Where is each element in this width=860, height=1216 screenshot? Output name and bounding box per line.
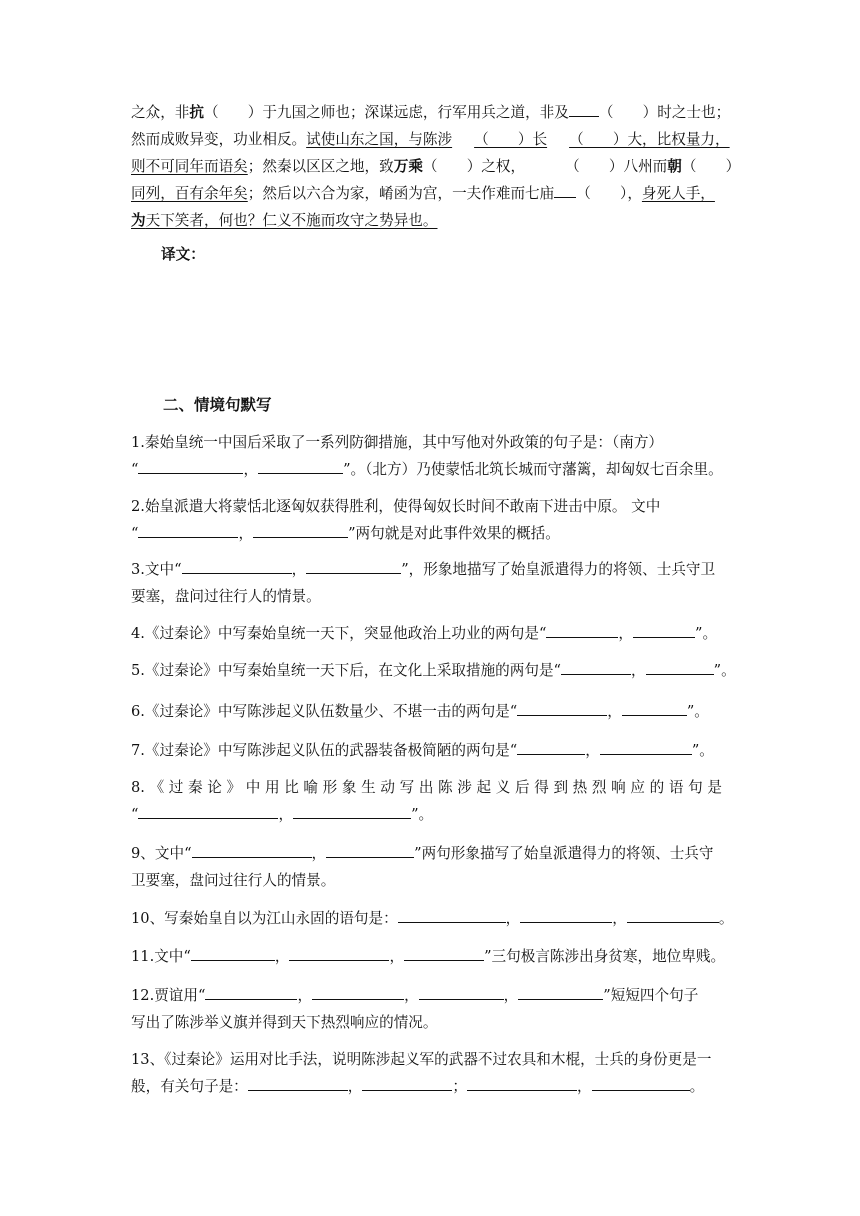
passage-line-3: 则不可同年而语矣；然秦以区区之地，致万乘（ ）之权， （ ）八州而朝（ ） bbox=[131, 158, 741, 175]
passage-line-5: 为天下笑者，何也？仁义不施而攻守之势异也。 bbox=[131, 212, 438, 229]
answer-blank[interactable] bbox=[258, 459, 343, 474]
question-4: 4.《过秦论》中写秦始皇统一天下，突显他政治上功业的两句是“ ， ”。 bbox=[131, 625, 718, 642]
answer-blank[interactable] bbox=[312, 985, 404, 1000]
answer-blank[interactable] bbox=[398, 908, 506, 923]
blank[interactable] bbox=[569, 102, 599, 117]
answer-blank[interactable] bbox=[546, 623, 618, 638]
answer-blank[interactable] bbox=[518, 985, 603, 1000]
translation-label: 译文： bbox=[161, 246, 205, 263]
answer-blank[interactable] bbox=[253, 523, 348, 538]
answer-blank[interactable] bbox=[326, 843, 414, 858]
question-2: 2.始皇派遣大将蒙恬北逐匈奴获得胜利，使得匈奴长时间不敢南下进击中原。 文中 “ ， ”两句就是对此事件效果的概括。 bbox=[131, 498, 661, 542]
question-3: 3.文中“ ， ”，形象地描写了始皇派遣得力的将领、士兵守卫 要塞，盘问过往行人的情景。 bbox=[131, 561, 716, 605]
section-title: 二、情境句默写 bbox=[163, 396, 272, 414]
passage-line-4: 同列，百有余年矣；然后以六合为家，崤函为宫，一夫作难而七庙 （ ），身死人手， bbox=[131, 185, 715, 202]
answer-blank[interactable] bbox=[293, 804, 411, 819]
question-1: 1.秦始皇统一中国后采取了一系列防御措施，其中写他对外政策的句子是：（南方） “ ， ”。（北方）乃使蒙恬北筑长城而守藩篱，却匈奴七百余里。 bbox=[131, 434, 723, 478]
answer-blank[interactable] bbox=[467, 1076, 577, 1091]
passage-line-1: 之众，非抗（ ）于九国之师也；深谋远虑，行军用兵之道，非及 （ ）时之士也； bbox=[131, 104, 731, 121]
answer-blank[interactable] bbox=[646, 660, 714, 675]
question-12: 12.贾谊用“ ， ， ， ”短短四个句子 写出了陈涉举义旗并得到天下热烈响应的情况。 bbox=[131, 987, 699, 1031]
answer-blank[interactable] bbox=[362, 1076, 452, 1091]
question-5: 5.《过秦论》中写秦始皇统一天下后，在文化上采取措施的两句是“ ， ”。 bbox=[131, 662, 736, 679]
answer-blank[interactable] bbox=[419, 985, 504, 1000]
answer-blank[interactable] bbox=[633, 623, 695, 638]
question-8: 8. 《 过 秦 论 》 中 用 比 喻 形 象 生 动 写 出 陈 涉 起 义 后 得 到 热 烈 响 应 的 语 句 是 “ ， ”。 bbox=[131, 779, 722, 823]
answer-blank[interactable] bbox=[627, 908, 719, 923]
answer-blank[interactable] bbox=[138, 804, 278, 819]
answer-blank[interactable] bbox=[182, 559, 292, 574]
answer-blank[interactable] bbox=[517, 740, 585, 755]
answer-blank[interactable] bbox=[622, 701, 687, 716]
answer-blank[interactable] bbox=[517, 701, 607, 716]
answer-blank[interactable] bbox=[520, 908, 612, 923]
question-10: 10、写秦始皇自以为江山永固的语句是： ， ， 。 bbox=[131, 910, 734, 927]
answer-blank[interactable] bbox=[561, 660, 631, 675]
answer-blank[interactable] bbox=[306, 559, 401, 574]
answer-blank[interactable] bbox=[600, 740, 692, 755]
question-9: 9、文中“ ， ”两句形象描写了始皇派遣得力的将领、士兵守 卫要塞，盘问过往行人的情景。 bbox=[131, 845, 714, 889]
answer-blank[interactable] bbox=[289, 946, 389, 961]
question-7: 7.《过秦论》中写陈涉起义队伍的武器装备极简陋的两句是“ ， ”。 bbox=[131, 742, 714, 759]
question-6: 6.《过秦论》中写陈涉起义队伍数量少、不堪一击的两句是“ ， ”。 bbox=[131, 703, 709, 720]
answer-blank[interactable] bbox=[248, 1076, 348, 1091]
answer-blank[interactable] bbox=[592, 1076, 690, 1091]
answer-blank[interactable] bbox=[192, 843, 312, 858]
passage-line-2: 然而成败异变，功业相反。试使山东之国，与陈涉 （ ）长 （ ）大，比权量力， bbox=[131, 131, 730, 148]
answer-blank[interactable] bbox=[404, 946, 484, 961]
answer-blank[interactable] bbox=[191, 946, 275, 961]
blank[interactable] bbox=[554, 183, 576, 198]
question-11: 11.文中“ ， ， ”三句极言陈涉出身贫寒，地位卑贱。 bbox=[131, 948, 726, 965]
answer-blank[interactable] bbox=[205, 985, 297, 1000]
question-13: 13、《过秦论》运用对比手法，说明陈涉起义军的武器不过农具和木棍，士兵的身份更是一 般，有关句子是： ， ； ， 。 bbox=[131, 1051, 712, 1095]
answer-blank[interactable] bbox=[138, 459, 243, 474]
answer-blank[interactable] bbox=[138, 523, 238, 538]
passage bbox=[131, 99, 741, 234]
